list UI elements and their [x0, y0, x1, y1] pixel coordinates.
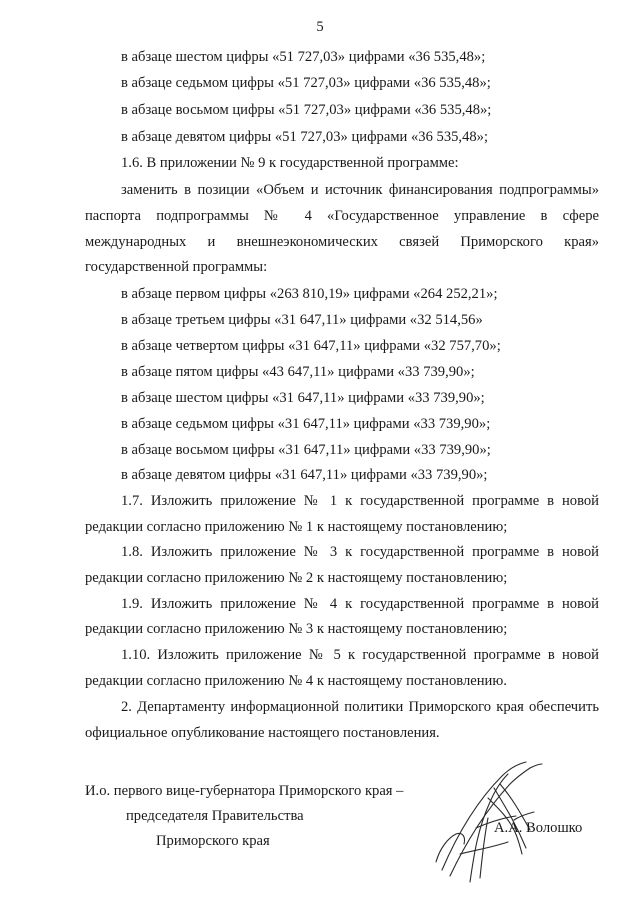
- text-line: в абзаце девятом цифры «51 727,03» цифрами «36 535,48»;: [121, 129, 489, 145]
- text-line: в абзаце первом цифры «263 810,19» цифрами «264 252,21»;: [121, 286, 498, 302]
- text-line: в абзаце седьмом цифры «51 727,03» цифрами «36 535,48»;: [121, 75, 491, 91]
- text-line: международных и внешнеэкономических связей Приморского края»: [85, 234, 599, 250]
- text-line: в абзаце восьмом цифры «31 647,11» цифрами «33 739,90»;: [121, 442, 491, 458]
- text-line: в абзаце пятом цифры «43 647,11» цифрами «33 739,90»;: [121, 364, 475, 380]
- signatory-title-line1: И.о. первого вице-губернатора Приморского края –: [85, 783, 404, 799]
- section-heading: 1.6. В приложении № 9 к государственной программе:: [121, 155, 459, 171]
- text-line: редакции согласно приложению № 3 к настоящему постановлению;: [85, 621, 508, 637]
- text-line: редакции согласно приложению № 4 к настоящему постановлению.: [85, 673, 507, 689]
- text-line: в абзаце четвертом цифры «31 647,11» цифрами «32 757,70»;: [121, 338, 501, 354]
- page-number: 5: [316, 19, 324, 35]
- text-line: в абзаце шестом цифры «51 727,03» цифрами «36 535,48»;: [121, 49, 486, 65]
- text-line: 1.10. Изложить приложение № 5 к государственной программе в новой: [121, 647, 599, 663]
- text-line: в абзаце восьмом цифры «51 727,03» цифрами «36 535,48»;: [121, 102, 492, 118]
- signatory-title-line3: Приморского края: [156, 833, 270, 849]
- text-line: в абзаце третьем цифры «31 647,11» цифрами «32 514,56»: [121, 312, 483, 328]
- text-line: 1.7. Изложить приложение № 1 к государственной программе в новой: [121, 493, 599, 509]
- text-line: в абзаце шестом цифры «31 647,11» цифрами «33 739,90»;: [121, 390, 485, 406]
- text-line: паспорта подпрограммы № 4 «Государственное управление в сфере: [85, 208, 599, 224]
- text-line: в абзаце седьмом цифры «31 647,11» цифрами «33 739,90»;: [121, 416, 491, 432]
- text-line: редакции согласно приложению № 2 к настоящему постановлению;: [85, 570, 508, 586]
- signatory-title-line2: председателя Правительства: [126, 808, 304, 824]
- text-line: в абзаце девятом цифры «31 647,11» цифрами «33 739,90»;: [121, 467, 488, 483]
- text-line: 1.8. Изложить приложение № 3 к государственной программе в новой: [121, 544, 599, 560]
- text-line: 1.9. Изложить приложение № 4 к государственной программе в новой: [121, 596, 599, 612]
- signatory-name: А.А. Волошко: [494, 820, 583, 836]
- text-line: заменить в позиции «Объем и источник финансирования подпрограммы»: [121, 182, 599, 198]
- text-line: редакции согласно приложению № 1 к настоящему постановлению;: [85, 519, 508, 535]
- text-line: официальное опубликование настоящего постановления.: [85, 725, 440, 741]
- text-line: государственной программы:: [85, 259, 268, 275]
- text-line: 2. Департаменту информационной политики Приморского края обеспечить: [121, 699, 599, 715]
